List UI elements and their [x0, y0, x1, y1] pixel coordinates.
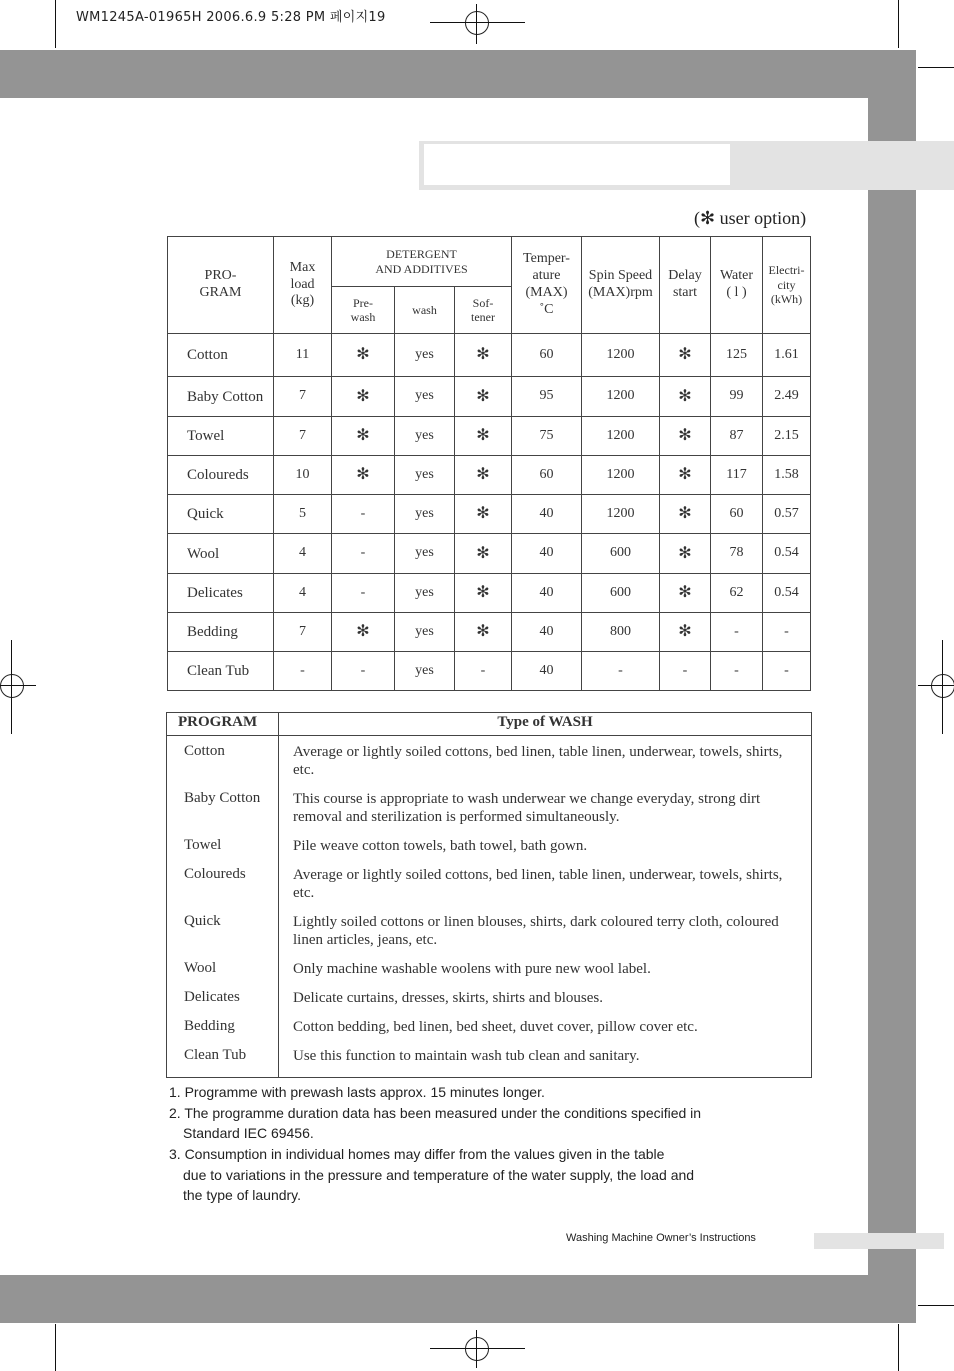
cell-program: Towel: [168, 417, 274, 456]
cell-spin-speed: 800: [582, 613, 660, 652]
cell-wash: yes: [395, 652, 455, 691]
cell-softener: ✻: [455, 495, 512, 534]
cell-delay-start: ✻: [660, 495, 711, 534]
cell-softener: -: [455, 652, 512, 691]
header-delay-start: [660, 237, 711, 334]
cell-temperature: 40: [512, 652, 582, 691]
registration-mark-top: [465, 11, 489, 35]
cell-wash: yes: [395, 495, 455, 534]
cell-prewash: ✻: [332, 456, 395, 495]
registration-line: [11, 640, 12, 734]
spec-row: [168, 417, 811, 456]
registration-mark-left: [0, 674, 24, 698]
cell-prewash: ✻: [332, 377, 395, 417]
cell-temperature: 40: [512, 534, 582, 574]
wash-program-name: Baby Cotton: [184, 790, 261, 806]
header-program-text: PRO- GRAM: [199, 268, 242, 300]
cell-spin-speed: 1200: [582, 377, 660, 417]
cell-electricity: 2.49: [763, 377, 811, 417]
cell-electricity: 1.58: [763, 456, 811, 495]
cell-delay-start: ✻: [660, 417, 711, 456]
cell-max-load: 7: [274, 377, 332, 417]
spec-row: [168, 574, 811, 613]
registration-line: [918, 685, 954, 686]
spec-row: [168, 495, 811, 534]
cell-wash: yes: [395, 534, 455, 574]
header-max-load-text: Max load (kg): [289, 259, 316, 309]
cell-program: Coloureds: [168, 456, 274, 495]
cell-prewash: -: [332, 652, 395, 691]
registration-line: [430, 1348, 525, 1349]
header-water-text: Water ( l ): [719, 268, 754, 300]
header-temperature: [512, 237, 582, 334]
cell-softener: ✻: [455, 377, 512, 417]
bottom-band: [0, 1275, 916, 1323]
cell-program: Wool: [168, 534, 274, 574]
header-detergent-text: DETERGENT AND ADDITIVES: [375, 247, 468, 276]
cell-wash: yes: [395, 377, 455, 417]
registration-line: [476, 4, 477, 44]
note-3-cont2: the type of laundry.: [183, 1187, 302, 1203]
crop-mark: [898, 0, 899, 48]
wash-column-divider: [278, 713, 279, 1077]
footer-text: Washing Machine Owner’s Instructions: [566, 1232, 756, 1244]
cell-spin-speed: 1200: [582, 456, 660, 495]
wash-program-description: Only machine washable woolens with pure new wool label.: [293, 961, 651, 977]
cell-spin-speed: -: [582, 652, 660, 691]
page-number-box: [814, 1233, 944, 1249]
cell-temperature: 75: [512, 417, 582, 456]
header-water: [711, 237, 763, 334]
cell-water: 62: [711, 574, 763, 613]
header-spin-speed-text: Spin Speed (MAX)rpm: [588, 268, 653, 300]
cell-program: Baby Cotton: [168, 377, 274, 417]
cell-electricity: -: [763, 613, 811, 652]
cell-softener: ✻: [455, 574, 512, 613]
cell-electricity: 0.54: [763, 534, 811, 574]
cell-water: 125: [711, 334, 763, 377]
cell-electricity: -: [763, 652, 811, 691]
cell-spin-speed: 600: [582, 574, 660, 613]
note-3-cont: due to variations in the pressure and temperature of the water supply, the load and: [183, 1167, 695, 1183]
cell-softener: ✻: [455, 456, 512, 495]
wash-program-name: Cotton: [184, 743, 225, 759]
cell-program: Quick: [168, 495, 274, 534]
header-softener-text: Sof- tener: [471, 295, 495, 324]
cell-max-load: 4: [274, 534, 332, 574]
spec-row: [168, 334, 811, 377]
cell-wash: yes: [395, 456, 455, 495]
wash-program-description: This course is appropriate to wash underwear we change everyday, strong dirt removal and sterilization is performed simultaneously.: [293, 791, 761, 825]
cell-electricity: 0.54: [763, 574, 811, 613]
cell-water: 117: [711, 456, 763, 495]
crop-mark: [898, 1324, 899, 1371]
heading-tab-inner: [424, 144, 730, 185]
wash-header-type: Type of WASH: [497, 714, 593, 730]
wash-header-program: PROGRAM: [178, 714, 258, 730]
header-detergent: [332, 237, 512, 287]
cell-spin-speed: 1200: [582, 495, 660, 534]
cell-softener: ✻: [455, 417, 512, 456]
cell-wash: yes: [395, 613, 455, 652]
cell-water: -: [711, 613, 763, 652]
wash-program-name: Coloureds: [184, 866, 246, 882]
wash-program-name: Delicates: [184, 989, 240, 1005]
cell-temperature: 40: [512, 574, 582, 613]
wash-program-name: Bedding: [184, 1018, 235, 1034]
header-delay-start-text: Delay start: [668, 268, 702, 300]
cell-prewash: -: [332, 534, 395, 574]
header-max-load: [274, 237, 332, 334]
header-spin-speed: [582, 237, 660, 334]
cell-program: Clean Tub: [168, 652, 274, 691]
cell-delay-start: ✻: [660, 334, 711, 377]
cell-electricity: 2.15: [763, 417, 811, 456]
cell-delay-start: ✻: [660, 534, 711, 574]
cell-max-load: 10: [274, 456, 332, 495]
cell-delay-start: ✻: [660, 377, 711, 417]
cell-temperature: 40: [512, 495, 582, 534]
note-2: 2. The programme duration data has been measured under the conditions specified in: [169, 1105, 702, 1121]
cell-max-load: 7: [274, 417, 332, 456]
note-3: 3. Consumption in individual homes may differ from the values given in the table: [169, 1146, 665, 1162]
wash-program-description: Average or lightly soiled cottons, bed linen, table linen, underwear, towels, shirts, etc.: [293, 867, 783, 901]
cell-softener: ✻: [455, 534, 512, 574]
cell-max-load: 4: [274, 574, 332, 613]
cell-delay-start: -: [660, 652, 711, 691]
note-2-cont: Standard IEC 69456.: [183, 1125, 314, 1141]
program-spec-table: [167, 236, 811, 691]
cell-delay-start: ✻: [660, 456, 711, 495]
crop-mark: [55, 0, 56, 48]
header-wash: [395, 287, 455, 334]
cell-water: 78: [711, 534, 763, 574]
cell-max-load: -: [274, 652, 332, 691]
registration-line: [942, 640, 943, 734]
cell-max-load: 5: [274, 495, 332, 534]
registration-mark-bottom: [465, 1337, 489, 1361]
cell-wash: yes: [395, 334, 455, 377]
header-prewash: [332, 287, 395, 334]
right-band: [868, 98, 916, 1275]
spec-row: [168, 456, 811, 495]
wash-program-name: Wool: [184, 960, 217, 976]
cell-program: Cotton: [168, 334, 274, 377]
cell-electricity: 0.57: [763, 495, 811, 534]
cell-temperature: 95: [512, 377, 582, 417]
cell-prewash: -: [332, 495, 395, 534]
wash-program-description: Use this function to maintain wash tub clean and sanitary.: [293, 1048, 640, 1064]
cell-wash: yes: [395, 417, 455, 456]
wash-program-description: Cotton bedding, bed linen, bed sheet, duvet cover, pillow cover etc.: [293, 1019, 698, 1035]
user-option-note: (✻ user option): [694, 208, 807, 228]
cell-delay-start: ✻: [660, 613, 711, 652]
spec-row: [168, 613, 811, 652]
wash-type-table: [166, 712, 812, 1078]
header-temperature-text: Temper- ature (MAX) ˚C: [523, 251, 570, 317]
cell-electricity: 1.61: [763, 334, 811, 377]
cell-softener: ✻: [455, 334, 512, 377]
cell-temperature: 40: [512, 613, 582, 652]
cell-prewash: ✻: [332, 613, 395, 652]
header-wash-text: wash: [412, 302, 437, 317]
wash-program-name: Quick: [184, 913, 221, 929]
cell-program: Delicates: [168, 574, 274, 613]
cell-spin-speed: 1200: [582, 417, 660, 456]
header-electricity-text: Electri- city (kWh): [768, 263, 805, 307]
top-band: [0, 50, 916, 98]
cell-temperature: 60: [512, 456, 582, 495]
cell-max-load: 11: [274, 334, 332, 377]
cell-wash: yes: [395, 574, 455, 613]
spec-row: [168, 377, 811, 417]
registration-line: [0, 685, 36, 686]
crop-mark: [918, 67, 954, 68]
registration-line: [430, 22, 525, 23]
spec-row: [168, 652, 811, 691]
cell-water: 60: [711, 495, 763, 534]
header-prewash-text: Pre- wash: [350, 295, 376, 324]
wash-program-name: Towel: [184, 837, 222, 853]
cell-prewash: ✻: [332, 334, 395, 377]
registration-line: [476, 1330, 477, 1368]
wash-table-header: [167, 713, 811, 736]
crop-mark: [55, 1324, 56, 1371]
spec-row: [168, 534, 811, 574]
cell-water: 87: [711, 417, 763, 456]
cell-temperature: 60: [512, 334, 582, 377]
crop-mark: [918, 1305, 954, 1306]
cell-prewash: ✻: [332, 417, 395, 456]
header-softener: [455, 287, 512, 334]
cell-water: -: [711, 652, 763, 691]
cell-prewash: -: [332, 574, 395, 613]
cell-spin-speed: 600: [582, 534, 660, 574]
cell-delay-start: ✻: [660, 574, 711, 613]
wash-program-description: Pile weave cotton towels, bath towel, bath gown.: [293, 838, 588, 854]
cell-water: 99: [711, 377, 763, 417]
cell-program: Bedding: [168, 613, 274, 652]
note-1: 1. Programme with prewash lasts approx. 15 minutes longer.: [169, 1084, 545, 1100]
header-electricity: [763, 237, 811, 334]
wash-program-name: Clean Tub: [184, 1047, 247, 1063]
cell-max-load: 7: [274, 613, 332, 652]
wash-program-description: Lightly soiled cottons or linen blouses, shirts, dark coloured terry cloth, coloured linen articles, jeans, etc.: [293, 914, 779, 948]
print-header: WM1245A-01965H 2006.6.9 5:28 PM 페이지19: [76, 10, 386, 25]
cell-spin-speed: 1200: [582, 334, 660, 377]
header-program: [168, 237, 274, 334]
wash-program-description: Average or lightly soiled cottons, bed linen, table linen, underwear, towels, shirts, etc.: [293, 744, 783, 778]
wash-program-description: Delicate curtains, dresses, skirts, shirts and blouses.: [293, 990, 603, 1006]
cell-softener: ✻: [455, 613, 512, 652]
